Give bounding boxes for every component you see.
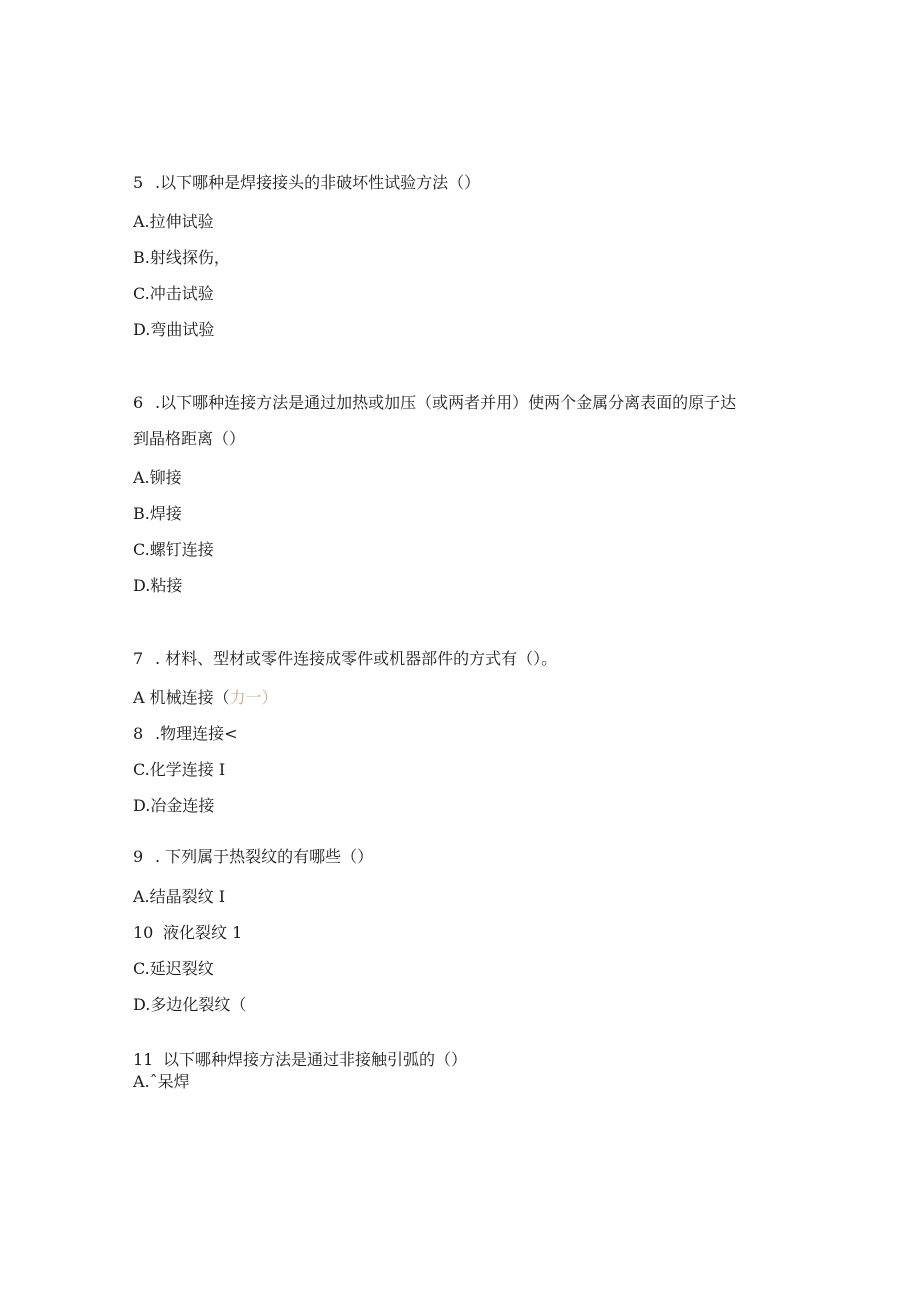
question-7-option-d: D.冶金连接 [133,796,215,815]
question-6-option-a: A.铆接 [133,468,182,487]
handwritten-mark: 力一） [229,688,278,707]
question-number: 6 [133,393,144,412]
question-5-option-c: C.冲击试验 [133,284,214,303]
question-7-option-b [133,724,238,744]
question-6-option-c: C.螺钉连接 [133,540,214,559]
question-text: .以下哪种连接方法是通过加热或加压（或两者并用）使两个金属分离表面的原子达 [155,393,737,412]
question-6-option-d: D.粘接 [133,576,183,595]
question-text: . 材料、型材或零件连接成零件或机器部件的方式有（）。 [155,649,558,668]
option-text: A 机械连接（ [133,688,230,707]
question-number: 11 [133,1050,154,1069]
question-7-option-a [133,688,278,708]
option-number: 8 [133,724,144,743]
question-9-option-b [133,923,242,943]
option-text: 液化裂纹 1 [163,923,243,942]
question-text: . 下列属于热裂纹的有哪些（） [155,847,374,866]
question-9-stem [133,847,373,867]
question-number: 5 [133,173,144,192]
question-6-option-b: B.焊接 [133,504,182,523]
question-5-option-a: A.拉伸试验 [133,212,214,231]
question-text: .以下哪种是焊接接头的非破坏性试验方法（） [155,173,481,192]
question-9-option-d: D.多边化裂纹（ [133,995,247,1014]
question-6-stem-line-1 [133,393,736,413]
question-9-option-a: A.结晶裂纹 I [133,887,226,906]
option-text: .物理连接< [155,724,238,743]
question-11-option-a: A.ˆ呆焊 [133,1072,190,1091]
question-11-stem [133,1050,467,1070]
question-6-stem-line-2: 到晶格距离（） [133,429,246,448]
question-5-stem [133,173,480,193]
question-5-option-b: B.射线探伤， [133,248,230,267]
option-number: 10 [133,923,154,942]
question-number: 9 [133,847,144,866]
question-9-option-c: C.延迟裂纹 [133,959,214,978]
question-7-stem [133,649,557,669]
question-number: 7 [133,649,144,668]
question-7-option-c: C.化学连接 I [133,760,226,779]
question-5-option-d: D.弯曲试验 [133,320,215,339]
question-text: 以下哪种焊接方法是通过非接触引弧的（） [163,1050,468,1069]
